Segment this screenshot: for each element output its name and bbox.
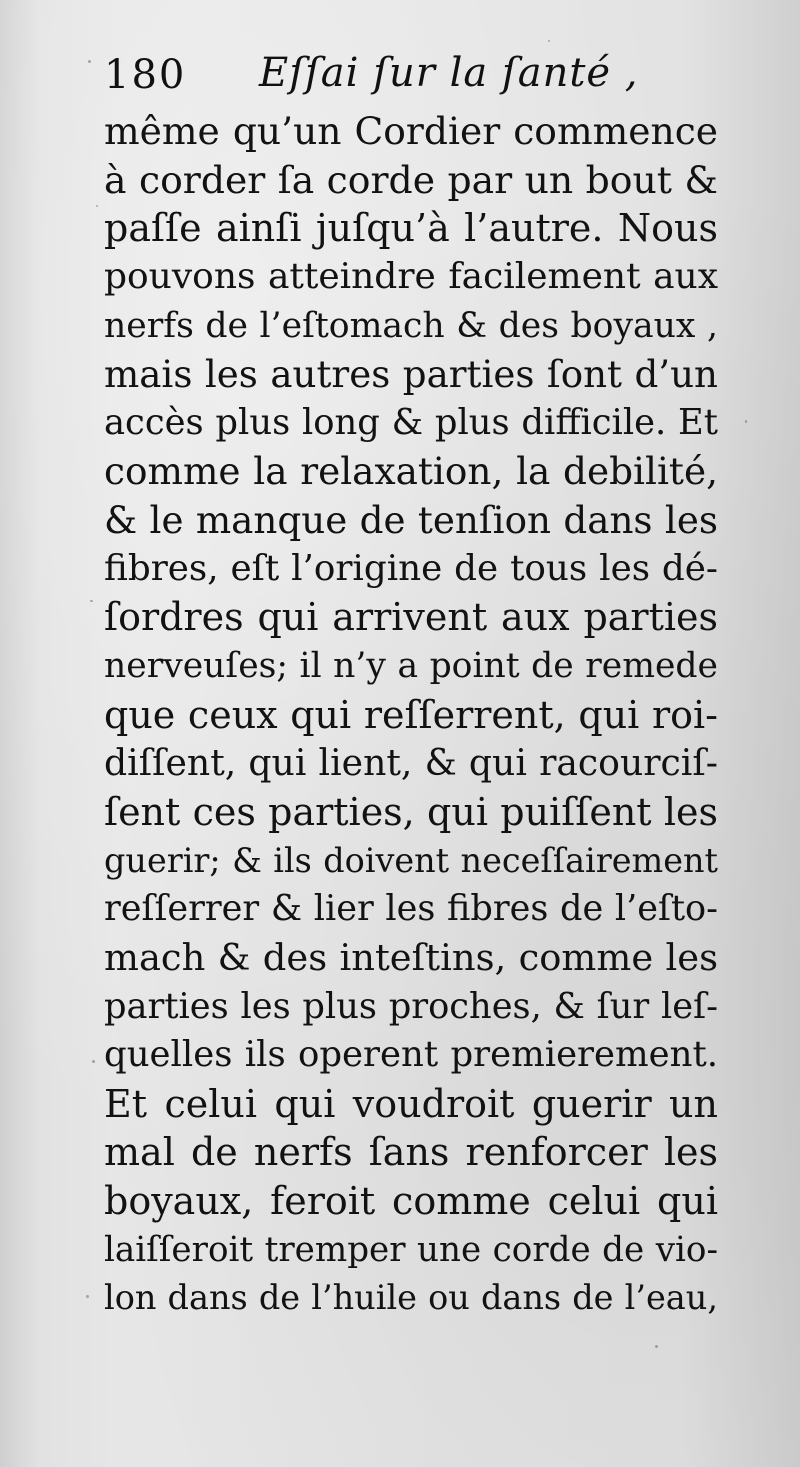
text-line: mal de nerfs ſans renforcer les xyxy=(104,1130,718,1175)
page-header xyxy=(104,46,724,106)
paper-speck xyxy=(655,1345,658,1348)
text-line: à corder ſa corde par un bout & xyxy=(104,157,718,202)
text-line: fibres, eſt l’origine de tous les dé- xyxy=(104,547,718,589)
paper-speck xyxy=(90,600,93,602)
paper-speck xyxy=(96,205,98,207)
running-title: Eſſai ſur la ſanté , xyxy=(259,50,639,96)
paper-speck xyxy=(548,40,550,42)
text-line: comme la relaxation, la debilité, xyxy=(104,449,718,494)
text-line: pouvons atteindre facilement aux xyxy=(104,255,718,297)
text-line: boyaux, feroit comme celui qui xyxy=(104,1179,718,1224)
text-line: lon dans de l’huile ou dans de l’eau, xyxy=(104,1278,718,1318)
paper-speck xyxy=(745,420,747,423)
text-line: nerveuſes; il n’y a point de remede xyxy=(104,646,718,687)
text-line: reſſerrer & lier les fibres de l’eſto- xyxy=(104,888,718,930)
text-line: que ceux qui reſſerrent, qui roi- xyxy=(104,692,718,737)
text-line: laiſſeroit tremper une corde de vio- xyxy=(104,1229,718,1270)
body-text xyxy=(104,107,718,1323)
text-line: diſſent, qui lient, & qui racourciſ- xyxy=(104,741,718,785)
text-line: mais les autres parties ſont d’un xyxy=(104,352,718,397)
page-number: 180 xyxy=(104,52,187,98)
text-line: même qu’un Cordier commence xyxy=(104,109,718,153)
paper-speck xyxy=(86,1295,89,1298)
text-line: guerir; & ils doivent neceſſairement xyxy=(104,840,718,880)
text-line: ſordres qui arrivent aux parties xyxy=(104,595,718,640)
text-line: parties les plus proches, & ſur leſ- xyxy=(104,985,718,1027)
text-line: mach & des inteſtins, comme les xyxy=(104,935,718,979)
text-line: ſent ces parties, qui puiſſent les xyxy=(104,789,718,834)
text-line: nerfs de l’eſtomach & des boyaux , xyxy=(104,305,718,346)
text-line: & le manque de tenſion dans les xyxy=(104,498,718,543)
text-line: paſſe ainſi juſqu’à l’autre. Nous xyxy=(104,206,718,251)
paper-speck xyxy=(88,60,91,63)
text-line: quelles ils operent premierement. xyxy=(104,1034,718,1076)
text-line: accès plus long & plus difficile. Et xyxy=(104,401,718,443)
paper-speck xyxy=(92,1060,95,1063)
text-line: Et celui qui voudroit guerir un xyxy=(104,1081,718,1126)
